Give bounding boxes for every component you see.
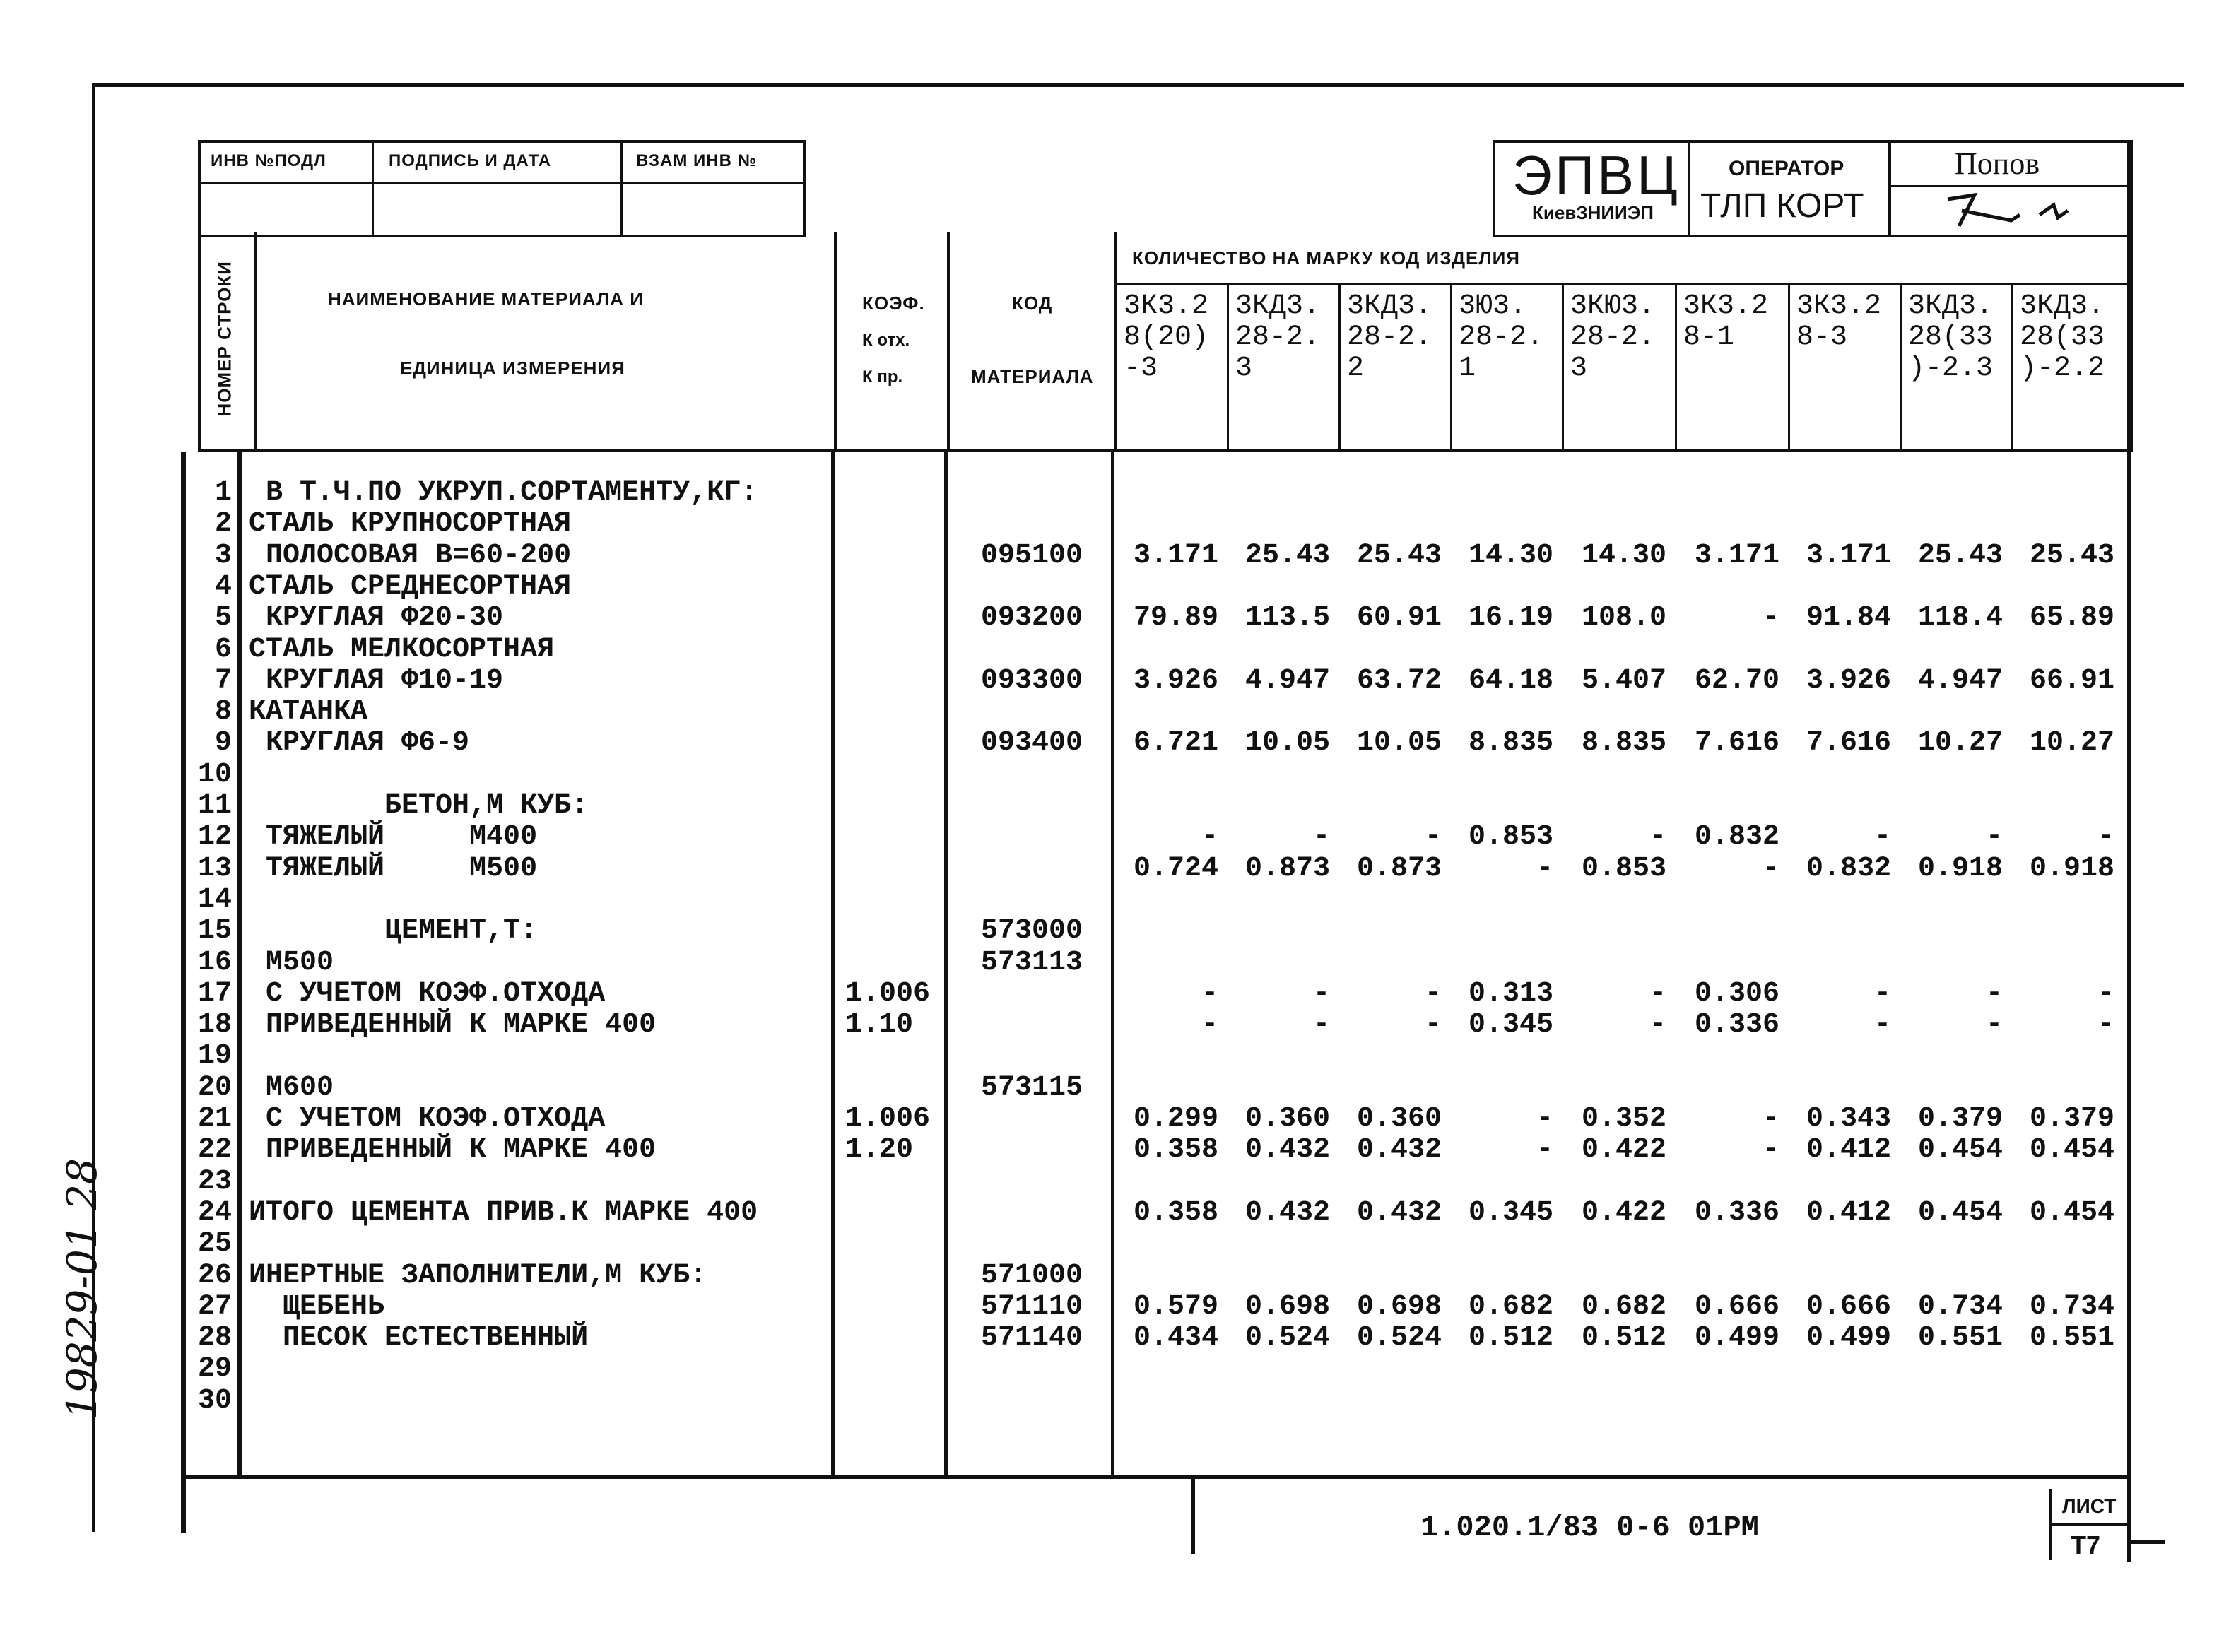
qty-value: 0.360 bbox=[1356, 1103, 1442, 1135]
qty-value: 8.835 bbox=[1581, 727, 1666, 760]
row-number: 23 bbox=[197, 1165, 232, 1198]
qty-value: 25.43 bbox=[1244, 539, 1330, 572]
body-top-line bbox=[198, 449, 2127, 452]
qty-value: - bbox=[1201, 821, 1218, 854]
koef-value: 1.006 bbox=[845, 1103, 931, 1135]
qty-value: 0.698 bbox=[1356, 1290, 1442, 1323]
qty-value: 0.832 bbox=[1806, 852, 1891, 885]
operator-label: ОПЕРАТОР bbox=[1729, 157, 1844, 180]
qty-value: 0.379 bbox=[2029, 1103, 2114, 1135]
material-name: ИНЕРТНЫЕ ЗАПОЛНИТЕЛИ,М КУБ: bbox=[249, 1259, 707, 1292]
qty-value: 3.171 bbox=[1133, 539, 1218, 572]
qty-value: - bbox=[1312, 977, 1330, 1010]
qty-value: 0.454 bbox=[2029, 1134, 2114, 1167]
qty-value: - bbox=[1201, 977, 1218, 1010]
row-number: 14 bbox=[197, 883, 232, 916]
signature bbox=[1934, 189, 2117, 232]
qty-value: 14.30 bbox=[1581, 539, 1666, 572]
qty-column-3: 3КД3. 28-2. 2 bbox=[1347, 290, 1432, 384]
qty-value: - bbox=[1424, 977, 1442, 1010]
qty-value: 0.682 bbox=[1468, 1290, 1553, 1323]
qty-value: - bbox=[1649, 977, 1666, 1010]
material-code: 093400 bbox=[981, 727, 1083, 760]
qty-value: 10.27 bbox=[1917, 727, 2003, 760]
qty-value: - bbox=[2097, 821, 2114, 854]
qty-column-1: 3К3.2 8(20) -3 bbox=[1124, 290, 1209, 384]
qty-column-7: 3К3.2 8-3 bbox=[1796, 290, 1882, 353]
qty-value: 60.91 bbox=[1356, 602, 1442, 635]
qty-value: 0.499 bbox=[1694, 1322, 1779, 1355]
qty-column-8: 3КД3. 28(33 )-2.3 bbox=[1908, 290, 1994, 384]
qty-value: 0.524 bbox=[1244, 1322, 1330, 1355]
row-number: 22 bbox=[197, 1134, 232, 1167]
material-name: М600 bbox=[249, 1071, 334, 1104]
org-subtitle: КиевЗНИИЭП bbox=[1532, 202, 1654, 223]
material-code: 093200 bbox=[981, 602, 1083, 635]
qty-value: 0.873 bbox=[1356, 852, 1442, 885]
material-name: ТЯЖЕЛЫЙ М500 bbox=[249, 852, 538, 885]
row-number: 5 bbox=[214, 602, 232, 635]
qty-value: 10.27 bbox=[2029, 727, 2114, 760]
row-number: 17 bbox=[197, 977, 232, 1010]
qty-value: - bbox=[1424, 821, 1442, 854]
material-name: ПРИВЕДЕННЫЙ К МАРКЕ 400 bbox=[249, 1134, 657, 1167]
qty-value: 0.434 bbox=[1133, 1322, 1218, 1355]
qty-value: - bbox=[1312, 1009, 1330, 1042]
qty-value: - bbox=[1312, 821, 1330, 854]
qty-value: 0.579 bbox=[1133, 1290, 1218, 1323]
material-code: 571140 bbox=[981, 1322, 1083, 1355]
code-header-line1: КОД bbox=[1012, 293, 1053, 314]
material-code: 573000 bbox=[981, 915, 1083, 948]
qty-value: - bbox=[1762, 852, 1779, 885]
qty-value: 6.721 bbox=[1133, 727, 1218, 760]
qty-value: 0.666 bbox=[1694, 1290, 1779, 1323]
row-number-header: НОМЕР СТРОКИ bbox=[213, 261, 235, 417]
doc-code: 1.020.1/83 0-6 01РМ bbox=[1420, 1511, 1759, 1545]
qty-value: - bbox=[1649, 821, 1666, 854]
material-name: КРУГЛАЯ Ф20-30 bbox=[249, 602, 504, 635]
row-number: 20 bbox=[197, 1071, 232, 1104]
row-number: 9 bbox=[214, 727, 232, 760]
stamp-inv-podl: ИНВ №ПОДЛ bbox=[211, 151, 326, 170]
qty-value: 0.345 bbox=[1468, 1009, 1553, 1042]
qty-value: 0.454 bbox=[1917, 1196, 2003, 1229]
qty-value: 0.432 bbox=[1244, 1196, 1330, 1229]
sheet-box bbox=[2049, 1489, 2129, 1560]
material-name: С УЧЕТОМ КОЭФ.ОТХОДА bbox=[249, 1103, 606, 1135]
material-name: КРУГЛАЯ Ф6-9 bbox=[249, 727, 470, 760]
qty-value: - bbox=[1873, 1009, 1891, 1042]
qty-value: 0.360 bbox=[1244, 1103, 1330, 1135]
qty-value: 0.379 bbox=[1917, 1103, 2003, 1135]
row-number: 7 bbox=[214, 664, 232, 697]
qty-value: - bbox=[1873, 977, 1891, 1010]
material-name: В Т.Ч.ПО УКРУП.СОРТАМЕНТУ,КГ: bbox=[249, 477, 758, 509]
material-name: ПЕСОК ЕСТЕСТВЕННЫЙ bbox=[249, 1322, 589, 1355]
qty-value: - bbox=[1873, 821, 1891, 854]
person-name: Попов bbox=[1955, 146, 2040, 181]
qty-column-9: 3КД3. 28(33 )-2.2 bbox=[2020, 290, 2105, 384]
row-number: 4 bbox=[214, 570, 232, 603]
name-header-line1: НАИМЕНОВАНИЕ МАТЕРИАЛА И bbox=[328, 288, 644, 309]
qty-value: 0.432 bbox=[1356, 1134, 1442, 1167]
qty-value: 0.734 bbox=[1917, 1290, 2003, 1323]
qty-value: 0.432 bbox=[1244, 1134, 1330, 1167]
qty-value: 0.853 bbox=[1468, 821, 1553, 854]
qty-column-4: 3Ю3. 28-2. 1 bbox=[1459, 290, 1544, 384]
stamp-vzam-inv: ВЗАМ ИНВ № bbox=[636, 151, 758, 170]
material-name: СТАЛЬ МЕЛКОСОРТНАЯ bbox=[249, 633, 555, 666]
row-number: 3 bbox=[214, 539, 232, 572]
qty-value: 10.05 bbox=[1356, 727, 1442, 760]
koef-header-line1: КОЭФ. bbox=[862, 293, 925, 314]
qty-value: 0.358 bbox=[1133, 1196, 1218, 1229]
org-logo: ЭПВЦ bbox=[1512, 144, 1681, 206]
qty-value: - bbox=[1985, 1009, 2003, 1042]
qty-value: 62.70 bbox=[1694, 664, 1779, 697]
qty-value: - bbox=[1762, 1134, 1779, 1167]
qty-value: - bbox=[1649, 1009, 1666, 1042]
qty-value: 0.853 bbox=[1581, 852, 1666, 885]
qty-value: 3.171 bbox=[1694, 539, 1779, 572]
qty-value: 0.682 bbox=[1581, 1290, 1666, 1323]
qty-value: 4.947 bbox=[1917, 664, 2003, 697]
row-number: 28 bbox=[197, 1322, 232, 1355]
qty-value: 0.734 bbox=[2029, 1290, 2114, 1323]
qty-value: 0.306 bbox=[1694, 977, 1779, 1010]
qty-value: 0.313 bbox=[1468, 977, 1553, 1010]
row-number: 25 bbox=[197, 1228, 232, 1261]
qty-value: 0.512 bbox=[1581, 1322, 1666, 1355]
material-name: ПРИВЕДЕННЫЙ К МАРКЕ 400 bbox=[249, 1009, 657, 1042]
qty-value: - bbox=[1536, 852, 1553, 885]
body-sep-rownum bbox=[237, 449, 242, 1477]
row-number: 1 bbox=[214, 477, 232, 509]
qty-value: - bbox=[1762, 602, 1779, 635]
sheet-label: ЛИСТ bbox=[2062, 1495, 2117, 1517]
row-number: 12 bbox=[197, 821, 232, 854]
name-header-line2: ЕДИНИЦА ИЗМЕРЕНИЯ bbox=[400, 358, 625, 379]
qty-value: 0.422 bbox=[1581, 1196, 1666, 1229]
qty-value: 113.5 bbox=[1244, 602, 1330, 635]
qty-value: 10.05 bbox=[1244, 727, 1330, 760]
frame-bottom-line bbox=[181, 1475, 2131, 1479]
body-sep-name bbox=[831, 449, 835, 1477]
material-name: КАТАНКА bbox=[249, 696, 368, 728]
qty-value: 5.407 bbox=[1581, 664, 1666, 697]
qty-column-2: 3КД3. 28-2. 3 bbox=[1235, 290, 1321, 384]
material-name: ЩЕБЕНЬ bbox=[249, 1290, 385, 1323]
material-name: СТАЛЬ СРЕДНЕСОРТНАЯ bbox=[249, 570, 572, 603]
qty-value: 4.947 bbox=[1244, 664, 1330, 697]
sheet-right-tick bbox=[2127, 1540, 2165, 1544]
material-name: ИТОГО ЦЕМЕНТА ПРИВ.К МАРКЕ 400 bbox=[249, 1196, 758, 1229]
qty-value: 3.926 bbox=[1133, 664, 1218, 697]
material-name: БЕТОН,М КУБ: bbox=[249, 790, 589, 822]
qty-value: 7.616 bbox=[1806, 727, 1891, 760]
qty-value: 0.724 bbox=[1133, 852, 1218, 885]
row-number: 29 bbox=[197, 1353, 232, 1386]
qty-column-6: 3К3.2 8-1 bbox=[1683, 290, 1769, 353]
qty-value: 0.918 bbox=[1917, 852, 2003, 885]
stamp-left bbox=[198, 140, 806, 237]
qty-value: 0.499 bbox=[1806, 1322, 1891, 1355]
koef-header-line2: К отх. bbox=[862, 331, 910, 350]
material-name: СТАЛЬ КРУПНОСОРТНАЯ bbox=[249, 508, 572, 541]
qty-value: 0.666 bbox=[1806, 1290, 1891, 1323]
material-name: С УЧЕТОМ КОЭФ.ОТХОДА bbox=[249, 977, 606, 1010]
qty-value: 3.926 bbox=[1806, 664, 1891, 697]
row-number: 15 bbox=[197, 915, 232, 948]
qty-value: - bbox=[1985, 821, 2003, 854]
qty-value: 0.343 bbox=[1806, 1103, 1891, 1135]
qty-value: - bbox=[1536, 1103, 1553, 1135]
qty-value: 0.336 bbox=[1694, 1196, 1779, 1229]
qty-value: 8.835 bbox=[1468, 727, 1553, 760]
qty-value: - bbox=[1201, 1009, 1218, 1042]
row-number: 11 bbox=[197, 790, 232, 822]
qty-value: 66.91 bbox=[2029, 664, 2114, 697]
qty-value: 25.43 bbox=[1356, 539, 1442, 572]
koef-value: 1.20 bbox=[845, 1134, 914, 1167]
qty-value: 0.345 bbox=[1468, 1196, 1553, 1229]
material-name: ЦЕМЕНТ,Т: bbox=[249, 915, 538, 948]
qty-value: 0.412 bbox=[1806, 1134, 1891, 1167]
qty-value: 0.336 bbox=[1694, 1009, 1779, 1042]
operator-value: ТЛП КОРТ bbox=[1700, 187, 1864, 225]
outer-top-border bbox=[92, 83, 2184, 87]
stamp-podpis-data: ПОДПИСЬ И ДАТА bbox=[389, 151, 552, 170]
qty-value: 63.72 bbox=[1356, 664, 1442, 697]
row-number: 6 bbox=[214, 633, 232, 666]
row-number: 27 bbox=[197, 1290, 232, 1323]
koef-value: 1.006 bbox=[845, 977, 931, 1010]
qty-value: 0.873 bbox=[1244, 852, 1330, 885]
material-name: ТЯЖЕЛЫЙ М400 bbox=[249, 821, 538, 854]
qty-value: 0.454 bbox=[1917, 1134, 2003, 1167]
material-code: 573115 bbox=[981, 1071, 1083, 1104]
qty-value: - bbox=[1536, 1134, 1553, 1167]
row-number: 24 bbox=[197, 1196, 232, 1229]
qty-value: 25.43 bbox=[2029, 539, 2114, 572]
qty-value: 3.171 bbox=[1806, 539, 1891, 572]
row-number: 21 bbox=[197, 1103, 232, 1135]
qty-value: 0.524 bbox=[1356, 1322, 1442, 1355]
side-note: 19829-01 28 bbox=[58, 1157, 106, 1420]
qty-value: 108.0 bbox=[1581, 602, 1666, 635]
qty-value: 65.89 bbox=[2029, 602, 2114, 635]
qty-value: 7.616 bbox=[1694, 727, 1779, 760]
stamp-right bbox=[1493, 140, 2133, 237]
sheet-value: Т7 bbox=[2071, 1530, 2101, 1559]
qty-value: - bbox=[1424, 1009, 1442, 1042]
qty-value: 14.30 bbox=[1468, 539, 1553, 572]
qty-value: - bbox=[1762, 1103, 1779, 1135]
qty-value: 25.43 bbox=[1917, 539, 2003, 572]
code-header-line2: МАТЕРИАЛА bbox=[971, 366, 1094, 387]
material-name: М500 bbox=[249, 946, 334, 979]
qty-value: 0.512 bbox=[1468, 1322, 1553, 1355]
koef-header-line3: К пр. bbox=[862, 367, 903, 387]
qty-value: 0.358 bbox=[1133, 1134, 1218, 1167]
qty-value: 0.422 bbox=[1581, 1134, 1666, 1167]
material-name: КРУГЛАЯ Ф10-19 bbox=[249, 664, 504, 697]
material-code: 093300 bbox=[981, 664, 1083, 697]
qty-value: 0.352 bbox=[1581, 1103, 1666, 1135]
qty-value: 0.551 bbox=[1917, 1322, 2003, 1355]
koef-value: 1.10 bbox=[845, 1009, 914, 1042]
row-number: 26 bbox=[197, 1259, 232, 1292]
qty-value: 79.89 bbox=[1133, 602, 1218, 635]
qty-value: 0.432 bbox=[1356, 1196, 1442, 1229]
table-header bbox=[198, 232, 2133, 452]
qty-header-title: КОЛИЧЕСТВО НА МАРКУ КОД ИЗДЕЛИЯ bbox=[1132, 247, 1520, 269]
row-number: 2 bbox=[214, 508, 232, 541]
row-number: 8 bbox=[214, 696, 232, 728]
qty-value: 0.412 bbox=[1806, 1196, 1891, 1229]
row-number: 16 bbox=[197, 946, 232, 979]
qty-value: - bbox=[2097, 977, 2114, 1010]
material-code: 573113 bbox=[981, 946, 1083, 979]
row-number: 13 bbox=[197, 852, 232, 885]
row-number: 10 bbox=[197, 758, 232, 791]
footer-divider bbox=[1191, 1477, 1195, 1554]
material-name: ПОЛОСОВАЯ В=60-200 bbox=[249, 539, 572, 572]
material-code: 095100 bbox=[981, 539, 1083, 572]
body-sep-koef bbox=[944, 449, 948, 1477]
qty-value: 0.454 bbox=[2029, 1196, 2114, 1229]
qty-value: 0.918 bbox=[2029, 852, 2114, 885]
material-code: 571110 bbox=[981, 1290, 1083, 1323]
qty-value: 64.18 bbox=[1468, 664, 1553, 697]
qty-value: 0.551 bbox=[2029, 1322, 2114, 1355]
qty-column-5: 3КЮ3. 28-2. 3 bbox=[1570, 290, 1656, 384]
row-number: 19 bbox=[197, 1040, 232, 1073]
row-number: 30 bbox=[197, 1384, 232, 1417]
qty-value: 0.698 bbox=[1244, 1290, 1330, 1323]
row-number: 18 bbox=[197, 1009, 232, 1042]
qty-value: 0.299 bbox=[1133, 1103, 1218, 1135]
material-code: 571000 bbox=[981, 1259, 1083, 1292]
qty-value: 16.19 bbox=[1468, 602, 1553, 635]
qty-value: - bbox=[1985, 977, 2003, 1010]
qty-value: 118.4 bbox=[1917, 602, 2003, 635]
qty-value: 0.832 bbox=[1694, 821, 1779, 854]
qty-value: 91.84 bbox=[1806, 602, 1891, 635]
qty-value: - bbox=[2097, 1009, 2114, 1042]
